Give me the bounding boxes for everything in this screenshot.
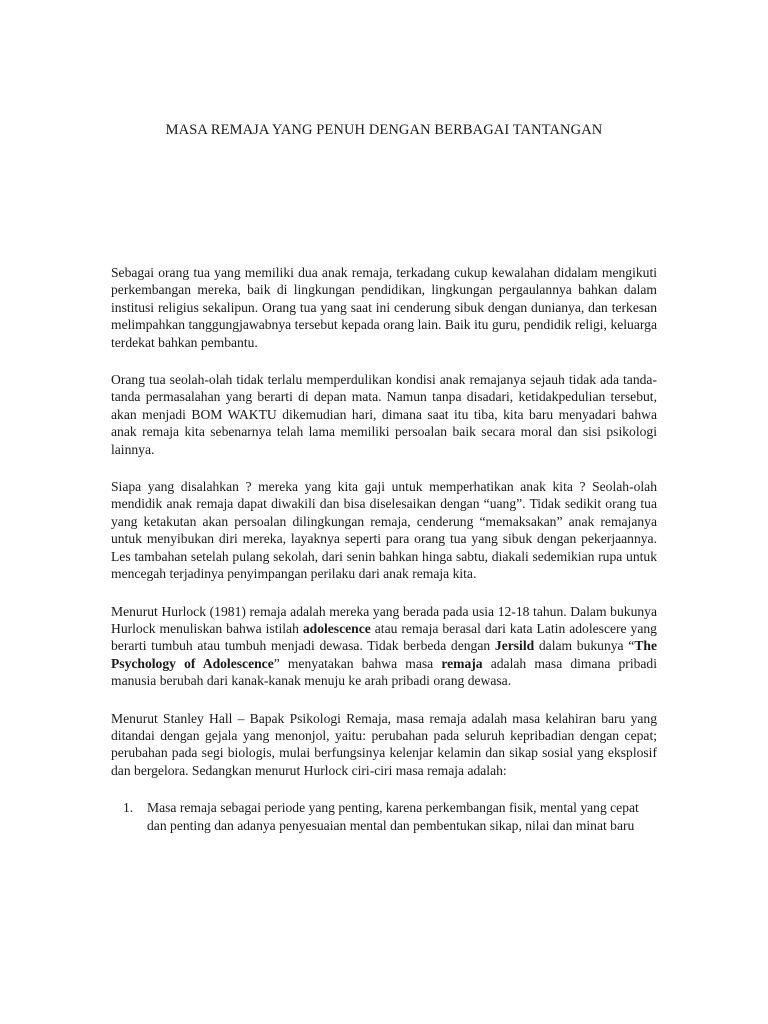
paragraph-4-text-1: Menurut Hurlock (1981) remaja adalah mereka yang berada pada usia 12-18 tahun. Dalam bukunya Hurlock menuliskan bahwa istilah <box>111 603 657 636</box>
characteristics-list <box>111 799 657 834</box>
paragraph-4-text-2: atau remaja berasal dari kata Latin adolescere yang berarti tumbuh atau tumbuh menjadi dewasa. Tidak berbeda dengan <box>111 620 657 654</box>
paragraph-4-text-3: dalam bukunya “ <box>534 638 635 654</box>
document-title: MASA REMAJA YANG PENUH DENGAN BERBAGAI TANTANGAN <box>165 122 603 138</box>
list-item <box>111 799 657 834</box>
book-title: The Psychology of Adolescence <box>111 638 657 671</box>
list-item-number: 1. <box>123 800 134 816</box>
paragraph-2: Orang tua seolah-olah tidak terlalu memperdulikan kondisi anak remajanya sejauh tidak ada tanda-tanda permasalahan yang berarti di depan mata. Namun tanpa disadari, ketidakpedulian tersebut, akan menjadi BOM WAKTU dikemudian hari, dimana saat itu tiba, kita baru menyadari bahwa anak remaja kita sebenarnya telah lama memiliki persoalan baik secara moral dan sisi psikologi lainnya. <box>111 372 657 457</box>
list-item-text: Masa remaja sebagai periode yang penting, karena perkembangan fisik, mental yang cepat dan penting dan adanya penyesuaian mental dan pembentukan sikap, nilai dan minat baru <box>147 800 639 833</box>
paragraph-3: Siapa yang disalahkan ? mereka yang kita gaji untuk memperhatikan anak kita ? Seolah-olah mendidik anak remaja dapat diwakili dan bisa diselesaikan dengan “uang”. Tidak sedikit orang tua yang ketakutan akan persoalan dilingkungan remaja, cenderung “memaksakan” anak remajanya untuk menyibukan diri mereka, layaknya seperti para orang tua yang sibuk dengan pekerjaannya. Les tambahan setelah pulang sekolah, dari senin bahkan hinga sabtu, diakali sedemikian rupa untuk mencegah terjadinya penyimpangan perilaku dari anak remaja kita. <box>111 479 657 582</box>
paragraph-4 <box>111 603 657 690</box>
term-remaja: remaja <box>441 655 483 671</box>
paragraph-4-text-5: adalah masa dimana pribadi manusia berubah dari kanak-kanak menuju ke arah pribadi orang dewasa. <box>111 655 657 689</box>
paragraph-5: Menurut Stanley Hall – Bapak Psikologi Remaja, masa remaja adalah masa kelahiran baru yang ditandai dengan gejala yang menonjol, yaitu: perubahan pada seluruh kepribadian dengan cepat; perubahan pada segi biologis, mulai berfungsinya kelenjar kelamin dan sikap sosial yang eksplosif dan bergelora. Sedangkan menurut Hurlock ciri-ciri masa remaja adalah: <box>111 710 657 778</box>
paragraph-4-text-4: ” menyatakan bahwa masa <box>273 655 442 671</box>
name-jersild: Jersild <box>494 638 535 654</box>
paragraph-1: Sebagai orang tua yang memiliki dua anak remaja, terkadang cukup kewalahan didalam mengikuti perkembangan mereka, baik di lingkungan pendidikan, lingkungan pergaulannya bahkan dalam institusi religius sekalipun. Orang tua yang saat ini cenderung sibuk dengan dunianya, dan terkesan melimpahkan tanggungjawabnya tersebut kepada orang lain. Baik itu guru, pendidik religi, keluarga terdekat bahkan pembantu. <box>111 265 657 350</box>
document-body <box>111 264 657 834</box>
term-adolescence: adolescence <box>302 620 371 636</box>
